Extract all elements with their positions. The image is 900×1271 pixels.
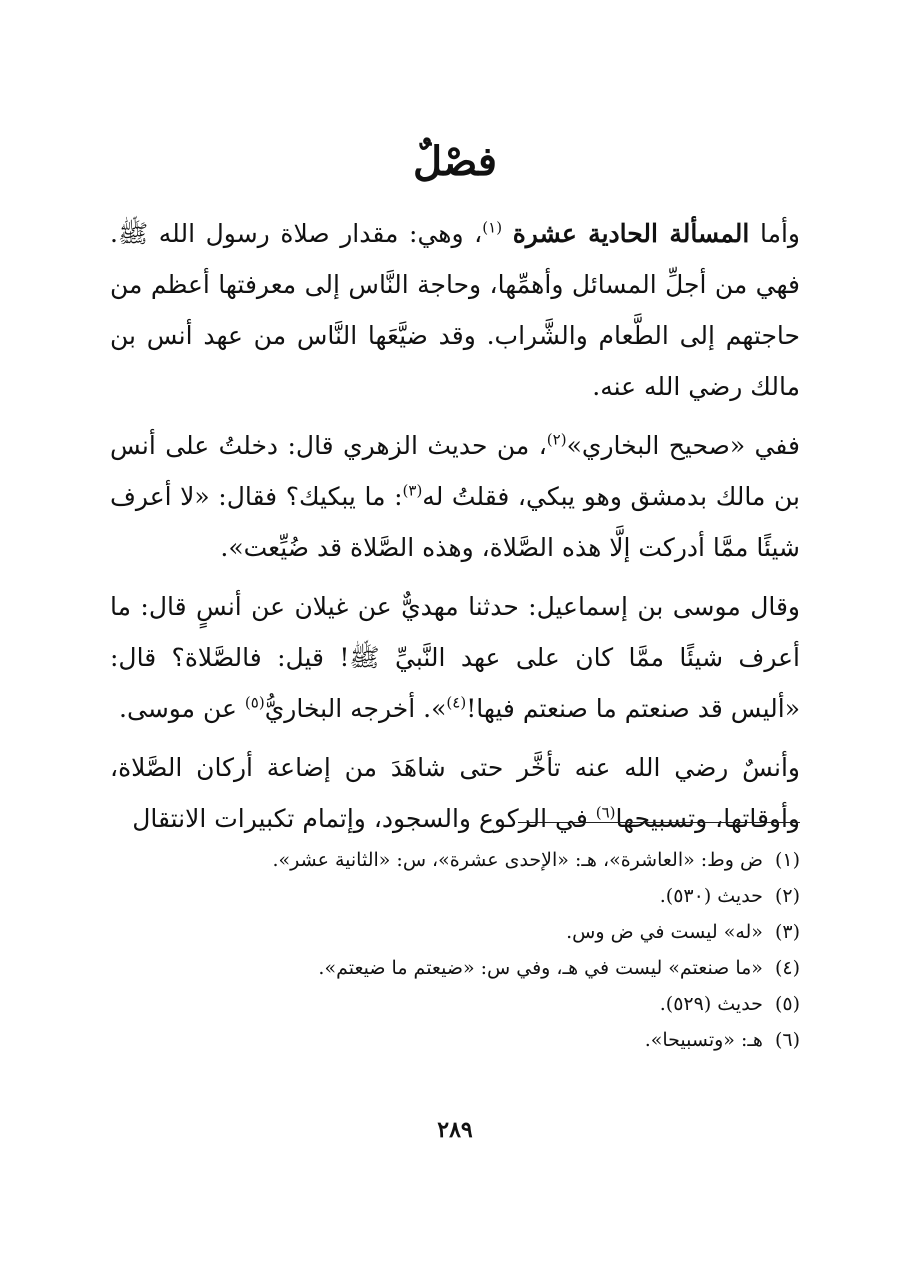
- footnote-number: (٥): [774, 993, 800, 1015]
- footnote-2: [110, 878, 800, 914]
- main-text: [110, 208, 800, 852]
- paragraph-2-part-2: ، من حديث الزهري قال: دخلتُ على أنس بن مالك بدمشق وهو يبكي، فقلتُ له: [110, 431, 800, 511]
- footnote-4: [110, 950, 800, 986]
- paragraph-4: [110, 742, 800, 844]
- footnote-number: (٤): [774, 957, 800, 979]
- book-page: [110, 0, 800, 1271]
- paragraph-1-lead: وأما: [749, 219, 800, 248]
- footnote-number: (٢): [774, 885, 800, 907]
- paragraph-3-part-2: ». أخرجه البخاريُّ: [264, 694, 447, 723]
- page-number: ٢٨٩: [437, 1117, 473, 1143]
- footnote-text: «له» ليست في ض وس.: [566, 921, 763, 943]
- paragraph-3-part-3: عن موسى.: [119, 694, 245, 723]
- paragraph-1: [110, 208, 800, 412]
- footnote-text: هـ: «وتسبيحا».: [644, 1029, 763, 1051]
- footnote-ref-5[interactable]: (٥): [244, 693, 265, 712]
- paragraph-4-part-1: وأنسٌ رضي الله عنه تأخَّر حتى شاهَدَ من إضاعة أركان الصَّلاة، وأوقاتها، وتسبيحها: [110, 753, 800, 833]
- footnote-number: (٦): [774, 1029, 800, 1051]
- footnote-text: «ما صنعتم» ليست في هـ، وفي س: «ضيعتم ما ضيعتم».: [318, 957, 763, 979]
- footnote-ref-1[interactable]: (١): [482, 218, 503, 237]
- footnote-text: حديث (٥٣٠).: [659, 885, 763, 907]
- footnote-text: ض وط: «العاشرة»، هـ: «الإحدى عشرة»، س: «الثانية عشر».: [272, 849, 763, 871]
- footnote-6: [110, 1022, 800, 1058]
- paragraph-3-part-1: وقال موسى بن إسماعيل: حدثنا مهديٌّ عن غيلان عن أنسٍ قال: ما أعرف شيئًا ممَّا كان على عهد النَّبيِّ ﷺ! قيل: فالصَّلاة؟ قال: «أليس قد صنعتم ما صنعتم فيها!: [110, 592, 800, 723]
- section-heading: فصْلٌ: [412, 138, 498, 185]
- issue-title: المسألة الحادية عشرة: [512, 219, 750, 248]
- footnote-divider: [518, 822, 800, 823]
- footnotes-list: [110, 842, 800, 1058]
- footnote-number: (١): [774, 849, 800, 871]
- paragraph-2: [110, 420, 800, 573]
- footnote-number: (٣): [774, 921, 800, 943]
- footnote-ref-6[interactable]: (٦): [595, 803, 616, 822]
- footnote-ref-3[interactable]: (٣): [402, 481, 423, 500]
- footnote-1: [110, 842, 800, 878]
- footnote-5: [110, 986, 800, 1022]
- paragraph-4-part-2: في الركوع والسجود، وإتمام تكبيرات الانتقال: [132, 804, 596, 833]
- paragraph-3: [110, 581, 800, 734]
- footnote-3: [110, 914, 800, 950]
- footnote-ref-4[interactable]: (٤): [446, 693, 467, 712]
- footnote-text: حديث (٥٢٩).: [659, 993, 763, 1015]
- footnote-ref-2[interactable]: (٢): [546, 430, 567, 449]
- paragraph-2-part-3: : ما يبكيك؟ فقال: «لا أعرف شيئًا ممَّا أدركت إلَّا هذه الصَّلاة، وهذه الصَّلاة قد ضُيِّعت».: [110, 482, 800, 562]
- paragraph-1-rest: ، وهي: مقدار صلاة رسول الله ﷺ. فهي من أجلِّ المسائل وأهمِّها، وحاجة النَّاس إلى معرفتها أعظم من حاجتهم إلى الطَّعام والشَّراب. وقد ضيَّعَها النَّاس من عهد أنس بن مالك رضي الله عنه.: [110, 219, 800, 401]
- paragraph-2-part-1: ففي «صحيح البخاري»: [566, 431, 800, 460]
